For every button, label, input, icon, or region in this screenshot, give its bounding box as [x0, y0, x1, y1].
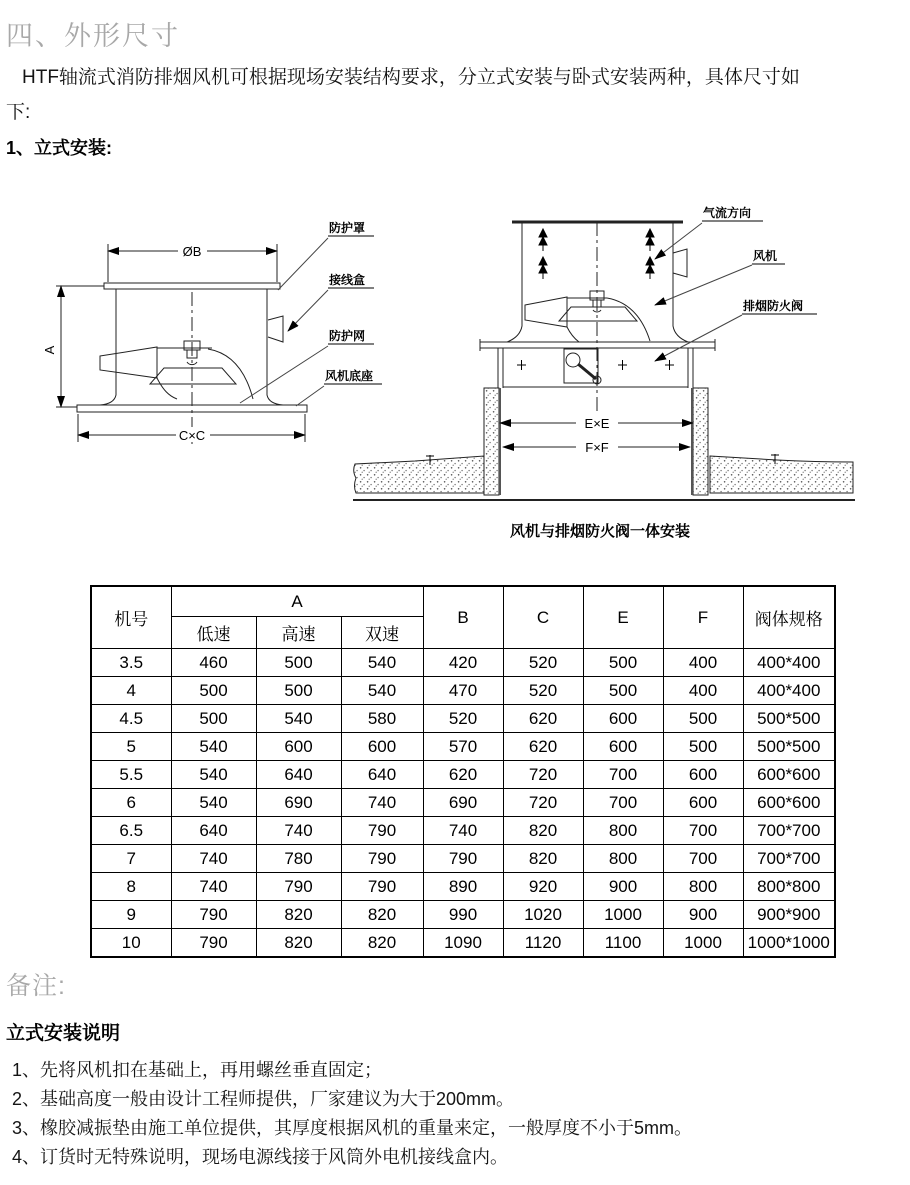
fan-body-left	[100, 289, 116, 405]
model-cell: 5	[91, 733, 171, 761]
value-cell: 690	[423, 789, 503, 817]
subsection-title: 1、立式安装:	[6, 138, 113, 158]
model-cell: 4.5	[91, 705, 171, 733]
motor-bracket	[559, 307, 637, 321]
airflow-label: 气流方向	[703, 206, 752, 220]
junction-box-shape	[673, 249, 687, 277]
value-cell: 600	[583, 705, 663, 733]
vertical-fan-drawing	[40, 192, 390, 477]
value-cell: 790	[341, 845, 423, 873]
dim-e-label: E×E	[584, 416, 610, 431]
table-row	[91, 789, 835, 817]
value-cell: 460	[171, 649, 256, 677]
value-cell: 420	[423, 649, 503, 677]
value-cell: 700	[583, 789, 663, 817]
value-cell: 820	[256, 901, 341, 929]
value-cell: 620	[503, 733, 583, 761]
intro-line-2: 下:	[6, 102, 31, 123]
value-cell: 900	[583, 873, 663, 901]
value-cell: 600	[256, 733, 341, 761]
dim-c-label: C×C	[178, 428, 206, 443]
table-row	[91, 873, 835, 901]
value-cell: 1100	[583, 929, 663, 958]
note-item: 1、先将风机扣在基础上，再用螺丝垂直固定；	[12, 1060, 383, 1080]
value-cell: 1000	[663, 929, 743, 958]
value-cell: 540	[256, 705, 341, 733]
table-row	[91, 705, 835, 733]
col-header-a-group: A	[171, 586, 423, 617]
model-cell: 9	[91, 901, 171, 929]
value-cell: 1000	[583, 901, 663, 929]
value-cell: 720	[503, 789, 583, 817]
motor-cone	[525, 297, 567, 327]
model-cell: 3.5	[91, 649, 171, 677]
motor-cone	[100, 347, 157, 378]
value-cell: 400	[663, 649, 743, 677]
table-row	[91, 733, 835, 761]
value-cell: 500	[663, 733, 743, 761]
note-item: 3、橡胶减振垫由施工单位提供，其厚度根据风机的重量来定，一般厚度不小于5mm。	[12, 1118, 693, 1138]
value-cell: 400	[663, 677, 743, 705]
base-label: 风机底座	[325, 369, 374, 383]
model-cell: 6	[91, 789, 171, 817]
table-row	[91, 845, 835, 873]
damper-plus-marks	[517, 360, 674, 370]
col-header-valve: 阀体规格	[743, 586, 835, 649]
ground-right	[710, 456, 853, 493]
protective-cover	[104, 283, 280, 289]
leader-guard-net	[240, 346, 328, 403]
leader-fan	[655, 265, 752, 305]
junction-box-shape	[268, 316, 283, 342]
drawing-caption: 风机与排烟防火阀一体安装	[509, 523, 690, 540]
value-cell: 800	[583, 845, 663, 873]
cover-label: 防护罩	[329, 221, 366, 235]
model-cell: 10	[91, 929, 171, 958]
value-cell: 780	[256, 845, 341, 873]
value-cell: 1120	[503, 929, 583, 958]
value-cell: 700*700	[743, 845, 835, 873]
value-cell: 540	[171, 761, 256, 789]
install-notes-title: 立式安装说明	[6, 1023, 121, 1044]
note-item: 2、基础高度一般由设计工程师提供，厂家建议为大于200mm。	[12, 1089, 515, 1109]
value-cell: 820	[503, 817, 583, 845]
value-cell: 790	[256, 873, 341, 901]
leader-airflow	[655, 223, 702, 259]
model-cell: 7	[91, 845, 171, 873]
value-cell: 620	[423, 761, 503, 789]
guard-net-label: 防护网	[329, 329, 366, 343]
value-cell: 500	[663, 705, 743, 733]
dim-f-label: F×F	[585, 440, 609, 455]
value-cell: 500*500	[743, 733, 835, 761]
bell-curve-left	[567, 327, 579, 342]
value-cell: 740	[423, 817, 503, 845]
value-cell: 790	[171, 901, 256, 929]
shaft-wall-right	[693, 388, 708, 495]
model-cell: 4	[91, 677, 171, 705]
duct-wall-left	[507, 222, 522, 342]
value-cell: 790	[341, 873, 423, 901]
value-cell: 540	[341, 677, 423, 705]
model-cell: 6.5	[91, 817, 171, 845]
value-cell: 820	[341, 929, 423, 958]
value-cell: 620	[503, 705, 583, 733]
fan-label: 风机	[753, 249, 778, 263]
value-cell: 890	[423, 873, 503, 901]
value-cell: 1020	[503, 901, 583, 929]
col-header-c: C	[503, 586, 583, 649]
fan-body-right	[267, 289, 283, 405]
fan-damper-drawing	[345, 193, 865, 515]
damper-label: 排烟防火阀	[743, 299, 804, 313]
model-cell: 8	[91, 873, 171, 901]
value-cell: 700	[663, 817, 743, 845]
dim-a-label: A	[42, 345, 57, 355]
dim-b-label: ØB	[182, 244, 202, 259]
intro-line-1: HTF轴流式消防排烟风机可根据现场安装结构要求，分立式安装与卧式安装两种，具体尺寸如	[22, 67, 800, 88]
leader-damper	[655, 315, 742, 361]
col-header-f: F	[663, 586, 743, 649]
table-body	[91, 649, 835, 958]
value-cell: 640	[171, 817, 256, 845]
col-header-high-speed: 高速	[256, 617, 341, 649]
ground-left	[354, 456, 484, 493]
value-cell: 540	[171, 733, 256, 761]
intro-paragraph	[6, 60, 904, 130]
value-cell: 520	[503, 649, 583, 677]
col-header-low-speed: 低速	[171, 617, 256, 649]
handle-lever	[578, 364, 596, 379]
value-cell: 920	[503, 873, 583, 901]
table-row	[91, 761, 835, 789]
value-cell: 500	[583, 649, 663, 677]
value-cell: 600	[663, 789, 743, 817]
value-cell: 520	[423, 705, 503, 733]
model-cell: 5.5	[91, 761, 171, 789]
value-cell: 700	[663, 845, 743, 873]
value-cell: 820	[341, 901, 423, 929]
value-cell: 400*400	[743, 677, 835, 705]
value-cell: 520	[503, 677, 583, 705]
bell-curve	[607, 298, 650, 341]
dimension-table	[90, 585, 836, 958]
value-cell: 600	[341, 733, 423, 761]
col-header-b: B	[423, 586, 503, 649]
install-notes-list	[12, 1056, 908, 1172]
value-cell: 500	[171, 705, 256, 733]
table-row	[91, 677, 835, 705]
leader-cover	[278, 238, 328, 290]
value-cell: 740	[256, 817, 341, 845]
value-cell: 800*800	[743, 873, 835, 901]
value-cell: 820	[256, 929, 341, 958]
value-cell: 400*400	[743, 649, 835, 677]
value-cell: 570	[423, 733, 503, 761]
note-item: 4、订货时无特殊说明，现场电源线接于风筒外电机接线盒内。	[12, 1147, 509, 1167]
value-cell: 1090	[423, 929, 503, 958]
value-cell: 540	[171, 789, 256, 817]
value-cell: 900*900	[743, 901, 835, 929]
value-cell: 740	[171, 873, 256, 901]
value-cell: 500	[256, 649, 341, 677]
leader-base	[296, 386, 324, 406]
value-cell: 580	[341, 705, 423, 733]
table-row	[91, 649, 835, 677]
value-cell: 500*500	[743, 705, 835, 733]
motor-bracket	[150, 368, 236, 384]
value-cell: 700*700	[743, 817, 835, 845]
col-header-model: 机号	[91, 586, 171, 649]
value-cell: 640	[341, 761, 423, 789]
col-header-e: E	[583, 586, 663, 649]
value-cell: 500	[171, 677, 256, 705]
table-row	[91, 901, 835, 929]
value-cell: 470	[423, 677, 503, 705]
shaft-wall-left	[484, 388, 499, 495]
junction-box-label: 接线盒	[329, 273, 366, 287]
value-cell: 540	[341, 649, 423, 677]
value-cell: 600*600	[743, 789, 835, 817]
table-row	[91, 929, 835, 958]
value-cell: 690	[256, 789, 341, 817]
leader-junction-box	[288, 290, 328, 331]
value-cell: 700	[583, 761, 663, 789]
value-cell: 820	[503, 845, 583, 873]
value-cell: 640	[256, 761, 341, 789]
value-cell: 790	[171, 929, 256, 958]
value-cell: 600	[663, 761, 743, 789]
value-cell: 790	[341, 817, 423, 845]
value-cell: 500	[256, 677, 341, 705]
bell-curve-left	[157, 378, 177, 399]
value-cell: 740	[171, 845, 256, 873]
value-cell: 600*600	[743, 761, 835, 789]
remark-title: 备注:	[6, 972, 66, 1000]
value-cell: 1000*1000	[743, 929, 835, 958]
value-cell: 740	[341, 789, 423, 817]
table-row	[91, 817, 835, 845]
section-title: 四、外形尺寸	[6, 21, 180, 51]
value-cell: 800	[663, 873, 743, 901]
value-cell: 990	[423, 901, 503, 929]
value-cell: 900	[663, 901, 743, 929]
col-header-dual-speed: 双速	[341, 617, 423, 649]
value-cell: 720	[503, 761, 583, 789]
value-cell: 600	[583, 733, 663, 761]
value-cell: 790	[423, 845, 503, 873]
value-cell: 800	[583, 817, 663, 845]
value-cell: 500	[583, 677, 663, 705]
bell-curve	[208, 349, 253, 399]
